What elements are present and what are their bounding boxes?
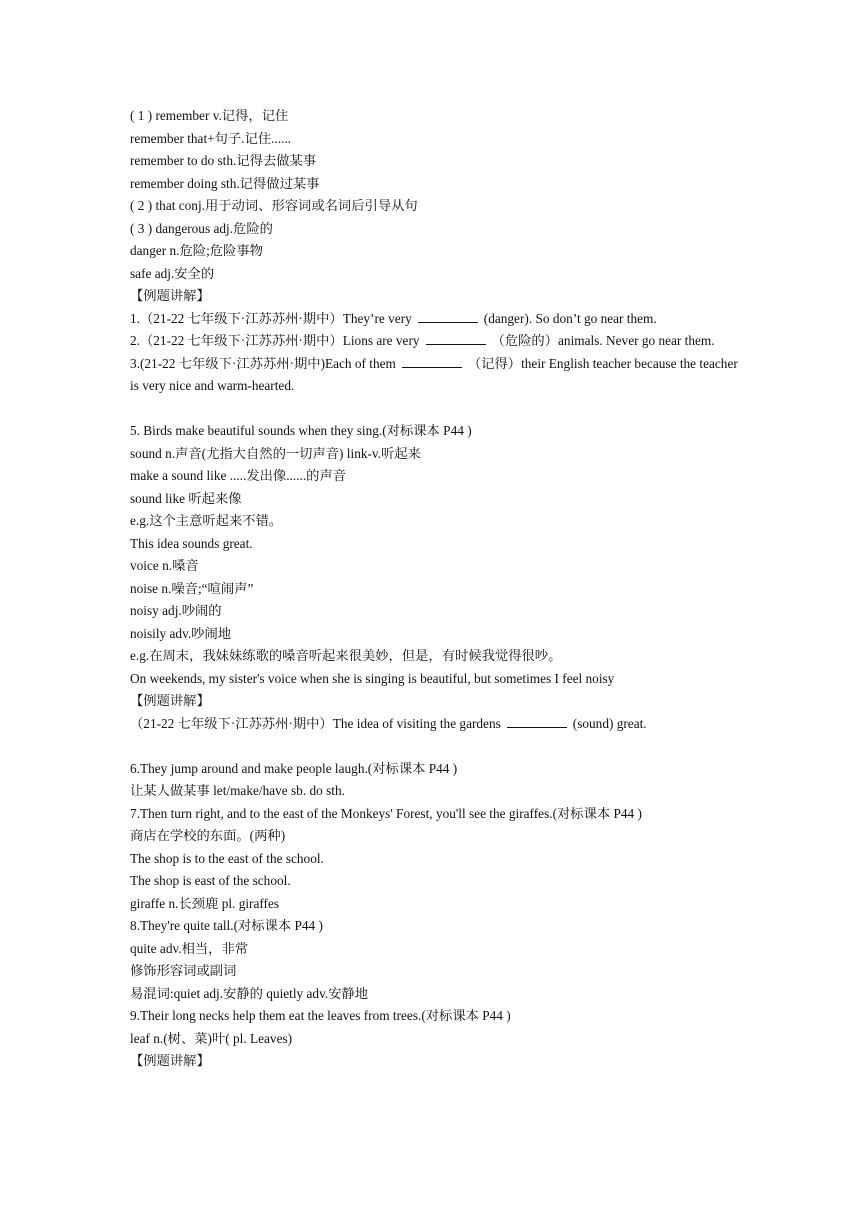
document-page	[130, 105, 740, 1073]
text-line: 7.Then turn right, and to the east of the Monkeys' Forest, you'll see the giraffes.(对标课本 P44 )	[130, 805, 642, 821]
exercise-1-prompt: 1.（21-22 七年级下·江苏苏州·期中）They’re very	[130, 310, 412, 326]
text-line: giraffe n.长颈鹿 pl. giraffes	[130, 895, 280, 911]
answer-blank	[426, 332, 486, 345]
text-line: The shop is east of the school.	[130, 873, 291, 888]
text-line: remember to do sth.记得去做某事	[130, 153, 317, 168]
text-line: noise n.噪音;“喧闹声”	[130, 580, 254, 596]
exercise-3-prompt: 3.(21-22 七年级下·江苏苏州·期中)Each of them	[130, 355, 396, 371]
example-heading: 【例题讲解】	[130, 288, 210, 303]
text-line: 9.Their long necks help them eat the leaves from trees.(对标课本 P44 )	[130, 1008, 511, 1023]
exercise-3	[130, 353, 740, 398]
exercise-4-rest: (sound) great.	[572, 715, 647, 731]
text-line: remember that+句子.记住......	[130, 130, 292, 146]
text-line: The shop is to the east of the school.	[130, 850, 324, 866]
text-line: On weekends, my sister's voice when she is singing is beautiful, but sometimes I feel noisy	[130, 670, 615, 686]
text-line: noisy adj.吵闹的	[130, 603, 222, 618]
text-line: ( 3 ) dangerous adj.危险的	[130, 220, 273, 236]
text-line: danger n.危险;危险事物	[130, 243, 263, 258]
exercise-2	[130, 330, 740, 353]
exercise-1	[130, 308, 740, 331]
text-line: noisily adv.吵闹地	[130, 625, 232, 641]
answer-blank	[402, 355, 462, 368]
text-line: quite adv.相当，非常	[130, 940, 249, 956]
exercise-2-rest: （危险的）animals. Never go near them.	[491, 333, 715, 348]
text-line: ( 2 ) that conj.用于动词、形容词或名词后引导从句	[130, 198, 418, 213]
text-line: sound n.声音(尤指大自然的一切声音) link-v.听起来	[130, 445, 421, 461]
exercise-4	[130, 713, 740, 736]
text-line: 易混词:quiet adj.安静的 quietly adv.安静地	[130, 985, 369, 1001]
exercise-1-rest: (danger). So don’t go near them.	[483, 310, 657, 326]
text-line: voice n.嗓音	[130, 558, 199, 573]
text-line: ( 1 ) remember v.记得，记住	[130, 108, 289, 123]
text-line: leaf n.(树、菜)叶( pl. Leaves)	[130, 1030, 293, 1046]
text-line: 8.They're quite tall.(对标课本 P44 )	[130, 918, 323, 933]
text-line: e.g.这个主意听起来不错。	[130, 513, 283, 528]
text-line: 修饰形容词或副词	[130, 963, 237, 978]
example-heading: 【例题讲解】	[130, 693, 210, 708]
exercise-2-prompt: 2.（21-22 七年级下·江苏苏州·期中）Lions are very	[130, 333, 420, 348]
answer-blank	[418, 310, 478, 323]
text-line: 6.They jump around and make people laugh.(对标课本 P44 )	[130, 760, 458, 776]
text-line: make a sound like .....发出像......的声音	[130, 468, 347, 483]
text-line: sound like 听起来像	[130, 490, 242, 506]
text-line: This idea sounds great.	[130, 535, 253, 551]
example-heading: 【例题讲解】	[130, 1053, 210, 1068]
text-line: remember doing sth.记得做过某事	[130, 175, 320, 191]
exercise-4-prompt: （21-22 七年级下·江苏苏州·期中）The idea of visiting the gardens	[130, 715, 501, 731]
text-line: 商店在学校的东面。(两种)	[130, 828, 286, 843]
text-line: 5. Birds make beautiful sounds when they sing.(对标课本 P44 )	[130, 423, 472, 438]
answer-blank	[507, 715, 567, 728]
exercise-3-rest: （记得）their English teacher because the teacher is very nice and warm-hearted.	[130, 355, 738, 393]
spacer	[130, 398, 740, 421]
text-line: safe adj.安全的	[130, 265, 215, 281]
text-line: 让某人做某事 let/make/have sb. do sth.	[130, 783, 345, 798]
spacer	[130, 735, 740, 758]
text-line: e.g.在周末，我妹妹练歌的嗓音听起来很美妙，但是，有时候我觉得很吵。	[130, 648, 562, 663]
